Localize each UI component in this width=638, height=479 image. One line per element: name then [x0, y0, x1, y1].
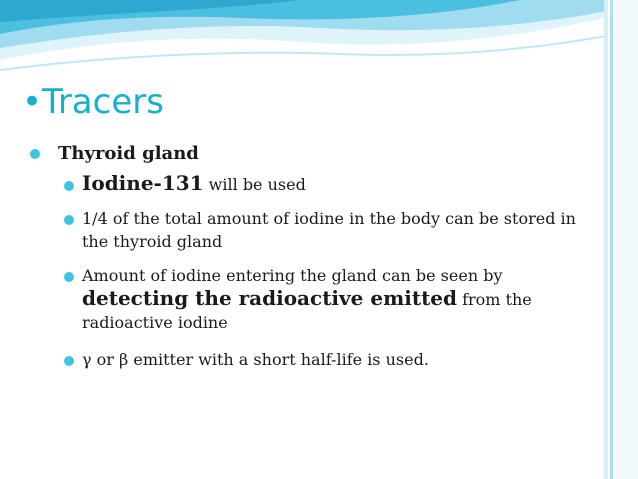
bullet-icon — [30, 149, 40, 159]
bullet-emitter: γ or β emitter with a short half-life is used. — [82, 350, 429, 369]
detection-pre: Amount of iodine entering the gland can be seen by — [82, 266, 503, 285]
bullet-icon — [64, 356, 74, 366]
iodine-rest: will be used — [203, 175, 306, 194]
right-rail-decoration — [604, 0, 638, 479]
detection-emphasis: detecting the radioactive emitted — [82, 286, 458, 310]
bullet-detection — [82, 264, 582, 334]
wave-header-decoration — [0, 0, 638, 80]
bullet-iodine-131 — [82, 172, 582, 196]
bullet-icon — [64, 215, 74, 225]
thyroid-heading: Thyroid gland — [58, 143, 199, 164]
iodine-emphasis: Iodine-131 — [82, 171, 204, 195]
bullet-icon — [64, 181, 74, 191]
detection-post: from the radioactive iodine — [82, 290, 532, 332]
bullet-icon — [64, 272, 74, 282]
slide-title: •Tracers — [22, 82, 164, 122]
bullet-iodine-fraction: 1/4 of the total amount of iodine in the body can be stored in the thyroid gland — [82, 209, 576, 251]
